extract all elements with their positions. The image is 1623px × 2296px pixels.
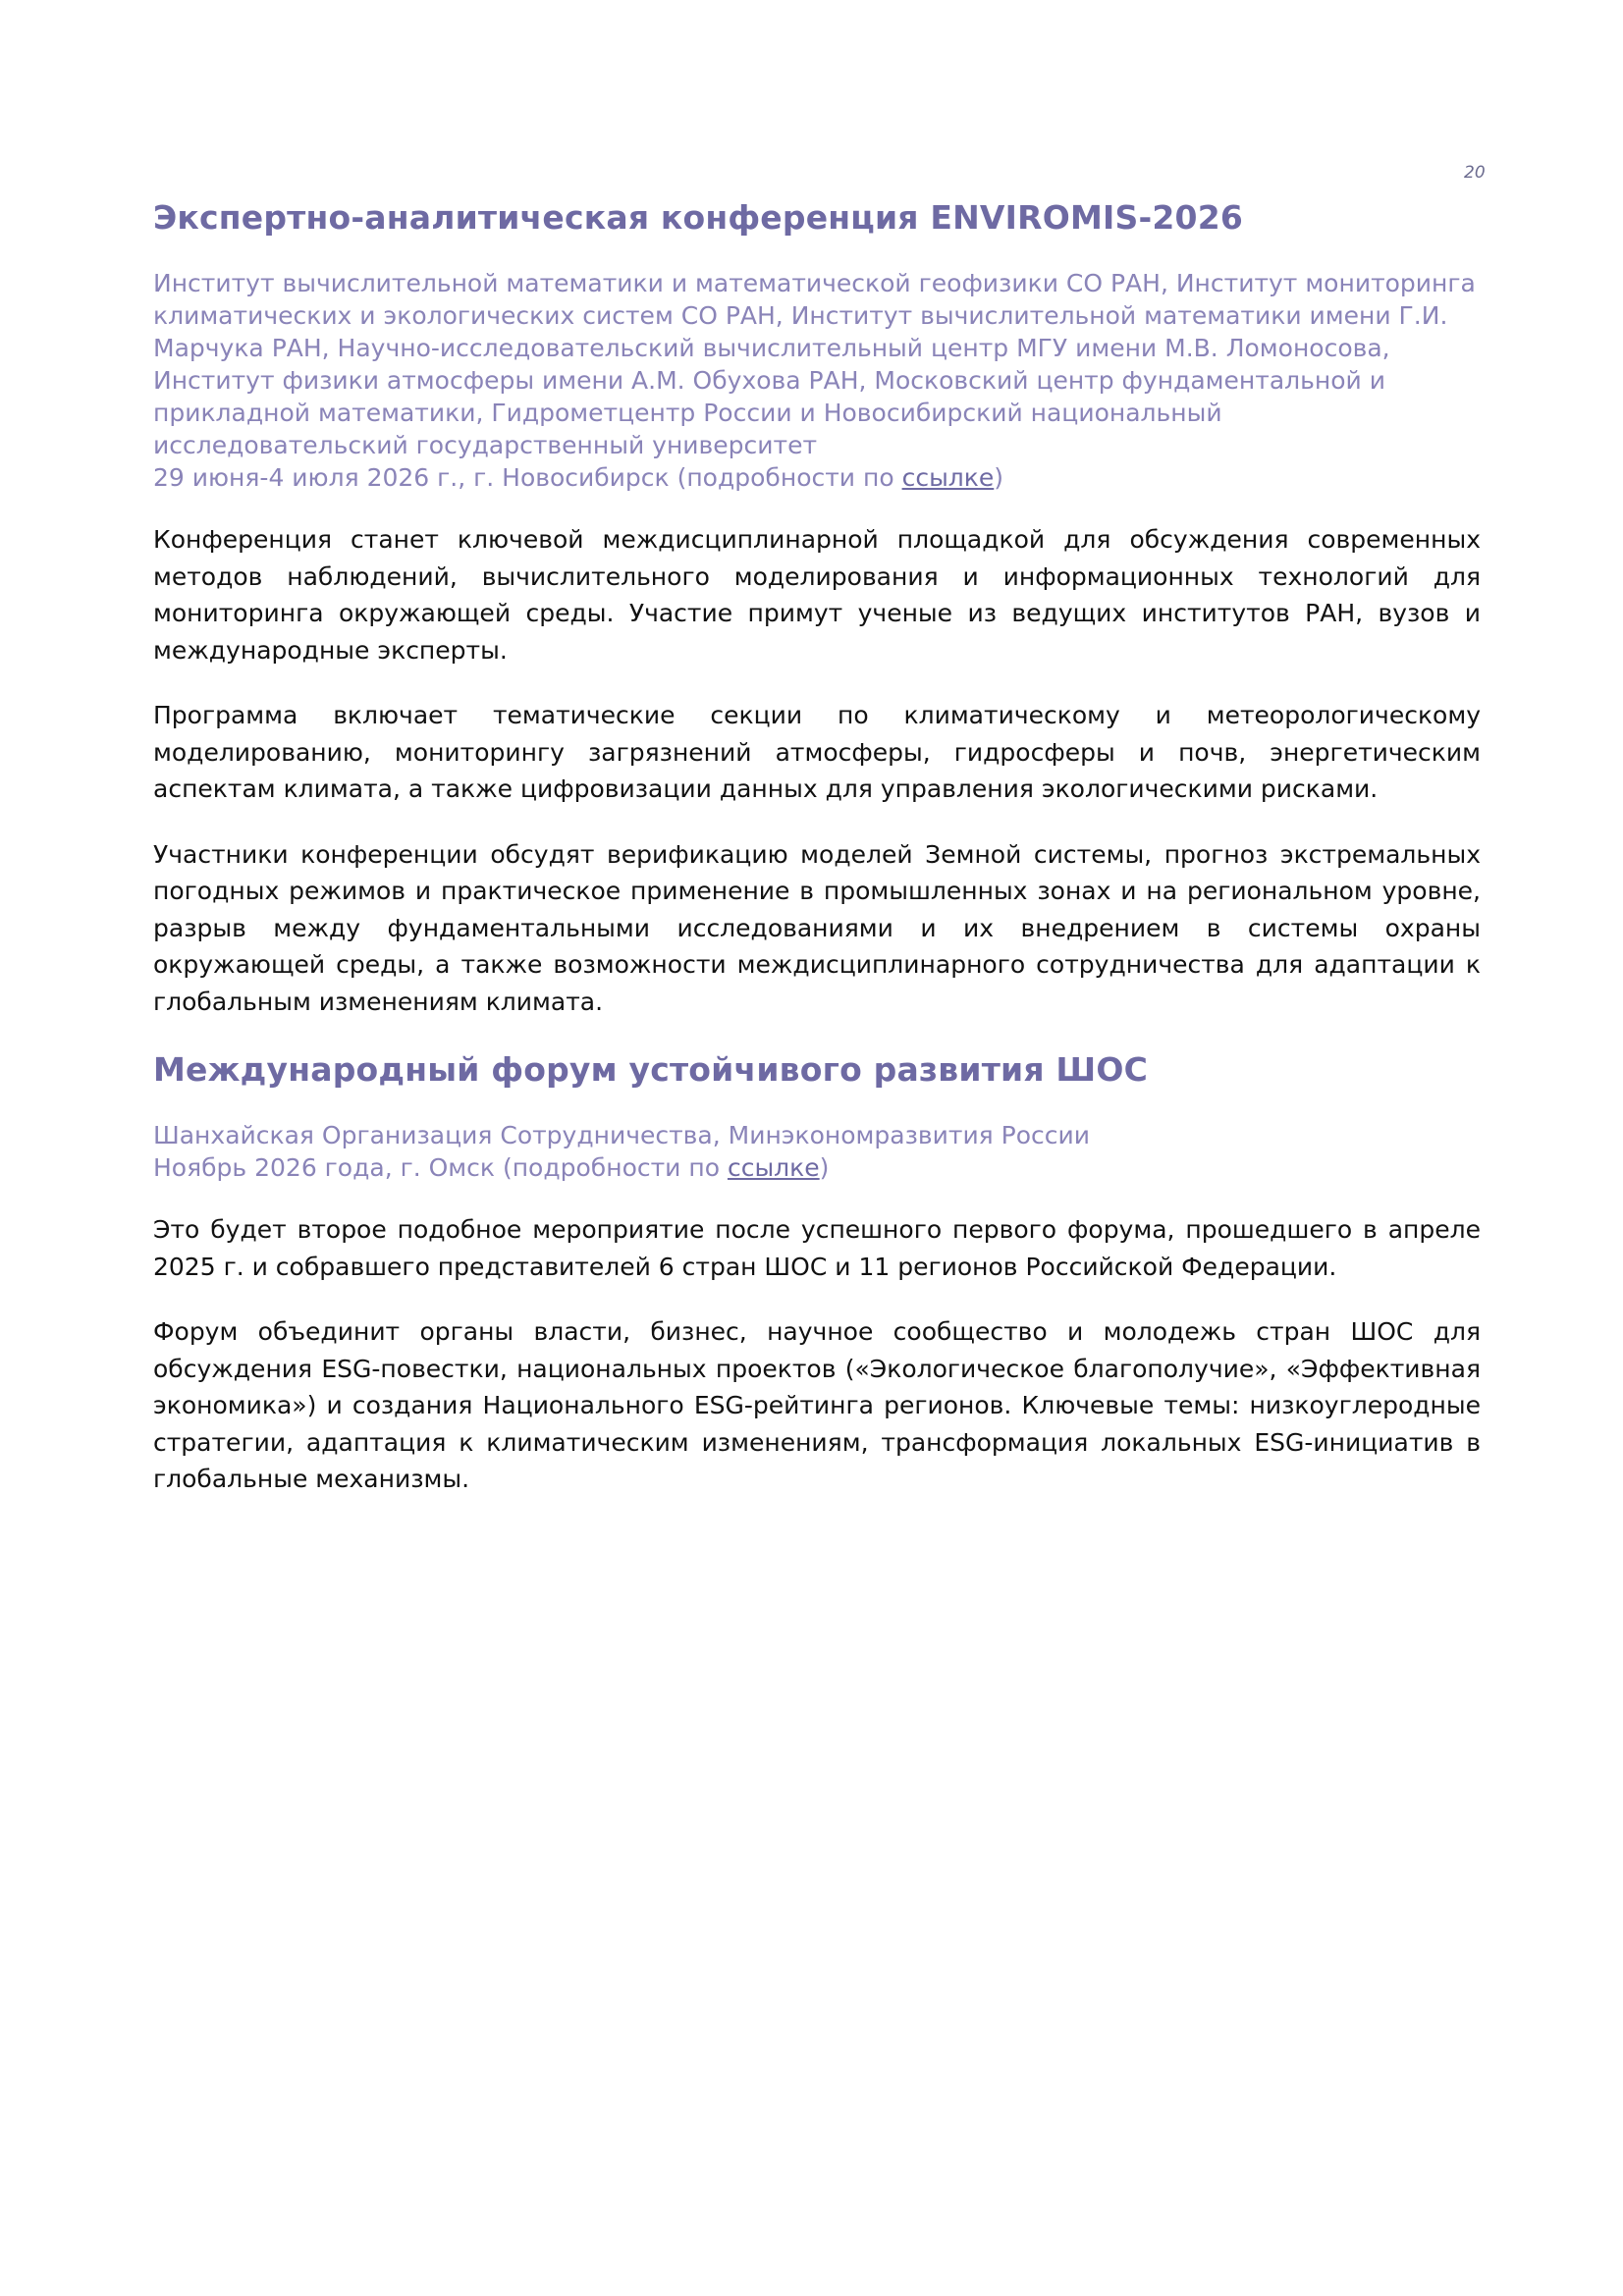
event-details-link[interactable]: ссылке (901, 463, 995, 492)
event-meta (153, 1119, 1481, 1184)
event-paragraph: Форум объединит органы власти, бизнес, научное сообщество и молодежь стран ШОС для обсуждения ESG-повестки, национальных проектов («Экологическое благополучие», «Эффективная экономика») и создания Национального ESG-рейтинга регионов. Ключевые темы: низкоуглеродные стратегии, адаптация к климатическим изменениям, трансформация локальных ESG-инициатив в глобальные механизмы. (153, 1317, 1481, 1493)
event-date-place-text: 29 июня-4 июля 2026 г., г. Новосибирск (подробности по (153, 463, 902, 492)
event-section-enviromis (153, 196, 1481, 1020)
event-date-place-close: ) (994, 463, 1004, 492)
event-details-link[interactable]: ссылке (727, 1153, 820, 1182)
event-paragraph: Это будет второе подобное мероприятие после успешного первого форума, прошедшего в апреле 2025 г. и собравшего представителей 6 стран ШОС и 11 регионов Российской Федерации. (153, 1215, 1481, 1281)
event-meta (153, 267, 1481, 494)
event-paragraph: Программа включает тематические секции по климатическому и метеорологическому моделированию, мониторингу загрязнений атмосферы, гидросферы и почв, энергетическим аспектам климата, а также цифровизации данных для управления экологическими рисками. (153, 701, 1481, 803)
event-section-sco-forum (153, 1048, 1481, 1498)
page-content (153, 196, 1481, 1526)
event-organizers: Институт вычислительной математики и математической геофизики СО РАН, Институт мониторинга климатических и экологических систем СО РАН, Институт вычислительной математики имени Г.И. Марчука РАН, Научно-исследовательский вычислительный центр МГУ имени М.В. Ломоносова, Институт физики атмосферы имени А.М. Обухова РАН, Московский центр фундаментальной и прикладной математики, Гидрометцентр России и Новосибирский национальный исследовательский государственный университет (153, 269, 1476, 459)
event-organizers: Шанхайская Организация Сотрудничества, Минэкономразвития России (153, 1121, 1091, 1149)
event-paragraph: Участники конференции обсудят верификацию моделей Земной системы, прогноз экстремальных погодных режимов и практическое применение в промышленных зонах и на региональном уровне, разрыв между фундаментальными исследованиями и их внедрением в системы охраны окружающей среды, а также возможности междисциплинарного сотрудничества для адаптации к глобальным изменениям климата. (153, 839, 1481, 1016)
event-date-place (153, 461, 1481, 494)
event-date-place (153, 1151, 1481, 1184)
event-date-place-close: ) (819, 1153, 830, 1182)
event-date-place-text: Ноябрь 2026 года, г. Омск (подробности по (153, 1153, 728, 1182)
event-title: Экспертно-аналитическая конференция ENVIROMIS-2026 (153, 198, 1244, 237)
page-number: 20 (1464, 163, 1486, 183)
event-title: Международный форум устойчивого развития ШОС (153, 1050, 1149, 1089)
event-paragraph: Конференция станет ключевой междисциплинарной площадкой для обсуждения современных методов наблюдений, вычислительного моделирования и информационных технологий для мониторинга окружающей среды. Участие примут ученые из ведущих институтов РАН, вузов и международные эксперты. (153, 525, 1481, 665)
